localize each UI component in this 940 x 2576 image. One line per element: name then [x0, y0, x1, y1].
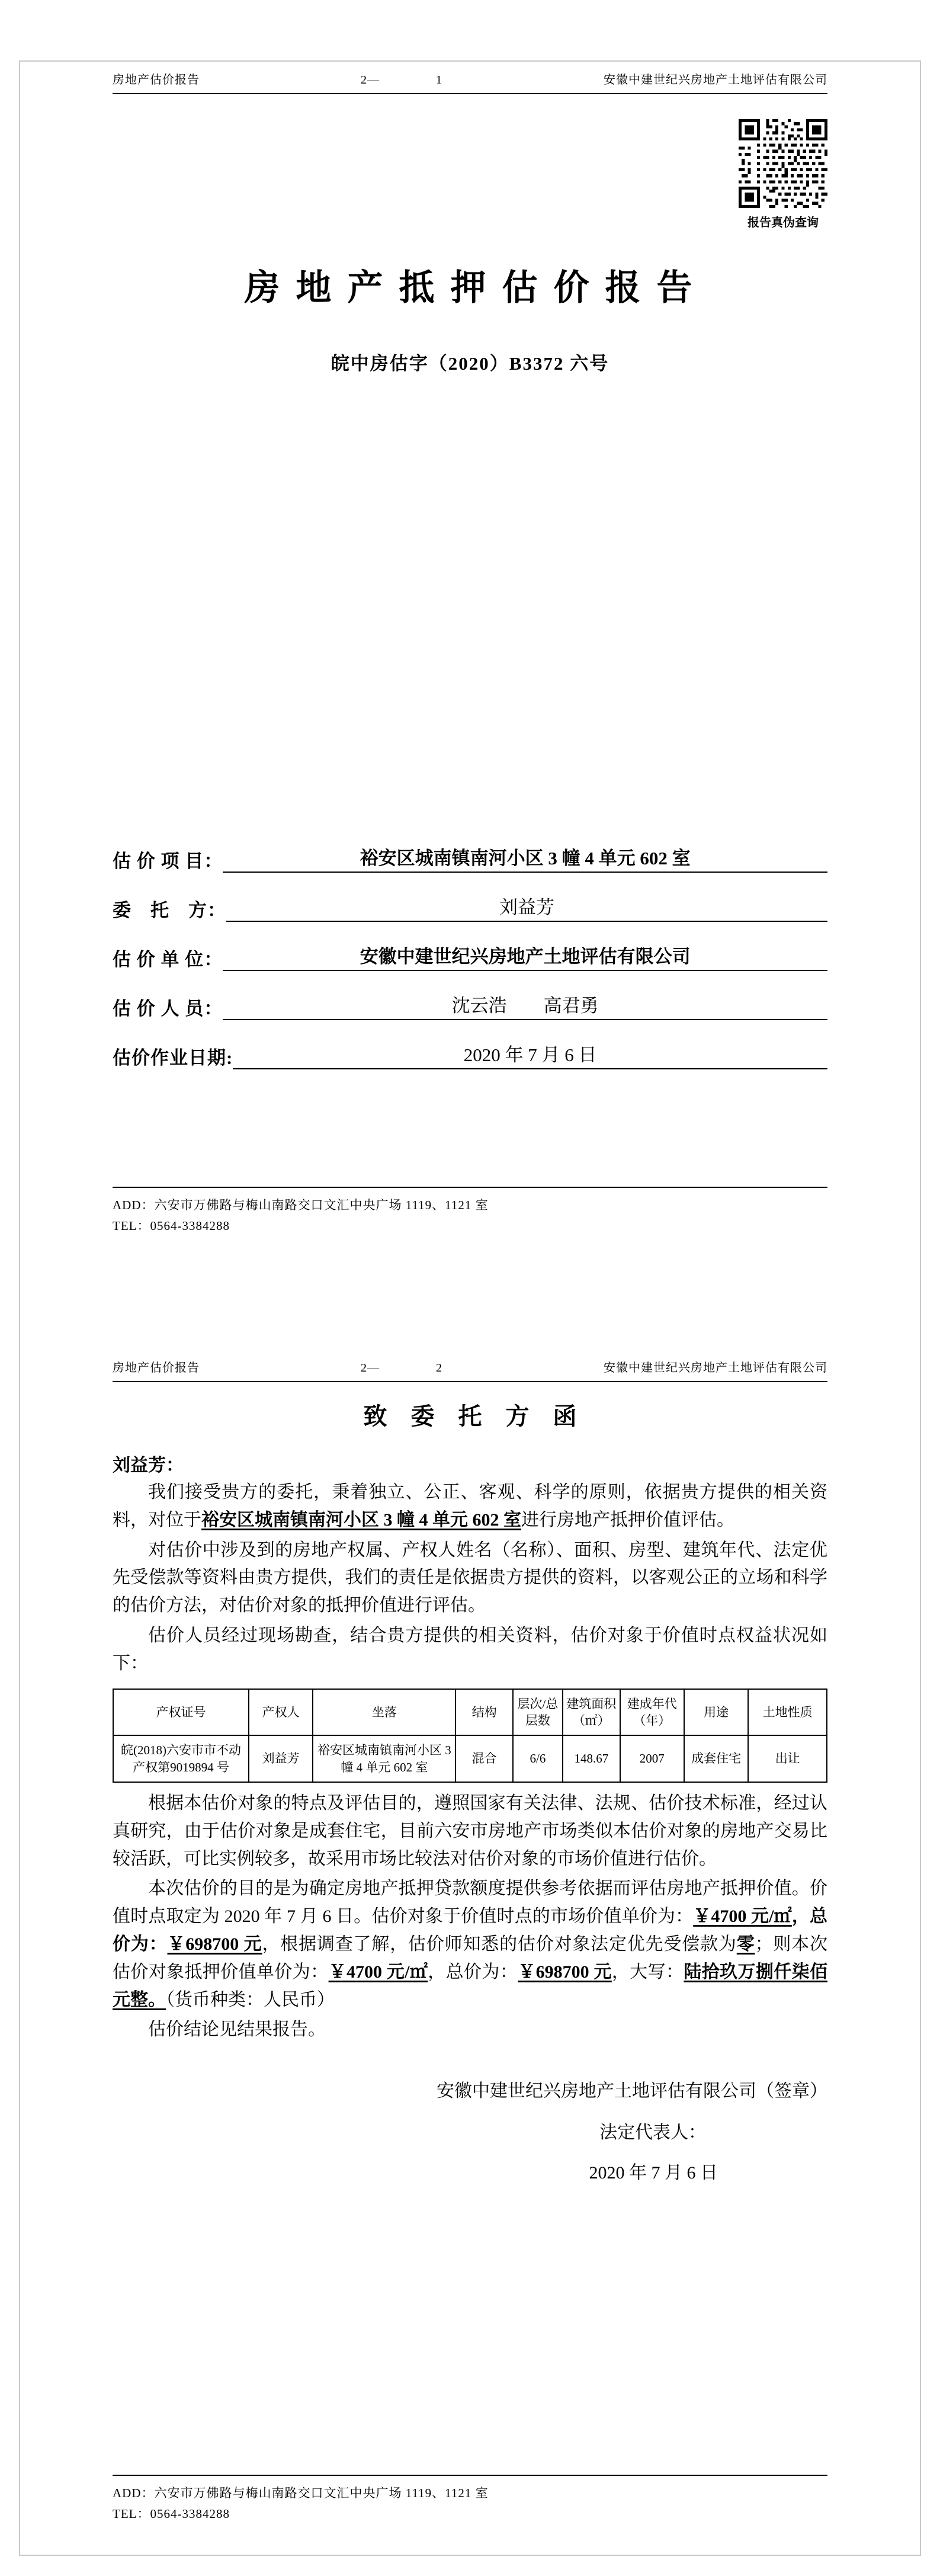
signature-block — [113, 2076, 827, 2184]
qr-caption: 报告真伪查询 — [747, 216, 819, 229]
col-header-year: 建成年代（年） — [620, 1689, 684, 1736]
header-page-number — [361, 73, 442, 87]
letter-title: 致 委 托 方 函 — [363, 1403, 577, 1430]
signature-company: 安徽中建世纪兴房地产土地评估有限公司（签章） — [437, 2081, 827, 2101]
header-company: 安徽中建世纪兴房地产土地评估有限公司 — [604, 1361, 827, 1374]
field-agency — [113, 941, 827, 971]
cover-form — [113, 843, 827, 1069]
property-address-highlight: 裕安区城南镇南河小区 3 幢 4 单元 602 室 — [201, 1510, 521, 1530]
col-header-location: 坐落 — [313, 1689, 455, 1736]
cell-floor: 6/6 — [513, 1735, 563, 1782]
paragraph-conclusion: 估价结论见结果报告。 — [148, 2020, 326, 2040]
salutation: 刘益芳： — [113, 1456, 184, 1475]
cell-year: 2007 — [620, 1735, 684, 1782]
field-work-date-label: 估价作业日期: — [113, 1047, 233, 1068]
table-header-row — [113, 1689, 827, 1736]
paragraph-text: 进行房地产抵押价值评估。 — [521, 1510, 734, 1530]
col-header-structure: 结构 — [455, 1689, 512, 1736]
footer-tel: TEL：0564-3384288 — [113, 2507, 230, 2521]
page-footer — [113, 1187, 827, 1237]
cell-cert-no: 皖(2018)六安市市不动产权第9019894 号 — [113, 1735, 249, 1782]
table-row — [113, 1735, 827, 1782]
header-doc-name: 房地产估价报告 — [113, 1361, 200, 1374]
report-title: 房 地 产 抵 押 估 价 报 告 — [244, 268, 696, 307]
field-client-label: 委 托 方： — [113, 900, 226, 921]
paragraph-valuation — [113, 1875, 827, 2014]
field-project-value: 裕安区城南镇南河小区 3 幢 4 单元 602 室 — [223, 843, 827, 873]
report-number: 皖中房估字（2020）B3372 六号 — [331, 353, 609, 374]
field-work-date — [113, 1040, 827, 1069]
field-agency-value: 安徽中建世纪兴房地产土地评估有限公司 — [223, 941, 827, 971]
amount-in-words: 陆拾玖万捌仟柒佰元整。 — [113, 1962, 828, 2010]
paragraph-text: （货币种类：人民币） — [166, 1989, 335, 2010]
field-agency-label: 估 价 单 位： — [113, 949, 223, 970]
header-page-prefix: 2— — [361, 1361, 380, 1374]
cell-structure: 混合 — [455, 1735, 512, 1782]
cell-use: 成套住宅 — [684, 1735, 748, 1782]
signature-legal-rep: 法定代表人： — [599, 2123, 706, 2143]
cell-area: 148.67 — [563, 1735, 620, 1782]
footer-tel: TEL：0564-3384288 — [113, 1219, 230, 1233]
paragraph-text: ，大写： — [611, 1962, 684, 1982]
paragraph-text: ；则本次估价对象抵押价值单价为： — [113, 1934, 828, 1982]
paragraph-text: 本次估价的目的是为确定房地产抵押贷款额度提供参考依据而评估房地产抵押价值。价值时点取定为 2020 年 7 月 6 日。估价对象于价值时点的市场价值单价为： — [113, 1879, 827, 1927]
header-doc-name: 房地产估价报告 — [113, 73, 200, 86]
paragraph-text: ，总价为： — [113, 1907, 827, 1954]
header-page-prefix: 2— — [361, 73, 380, 86]
paragraph-intro — [113, 1479, 827, 1534]
footer-address: ADD：六安市万佛路与梅山南路交口文汇中央广场 1119、1121 室 — [113, 1197, 489, 1212]
page-header — [113, 70, 827, 94]
total-price-value: ￥698700 元 — [167, 1934, 262, 1954]
col-header-land: 土地性质 — [748, 1689, 827, 1736]
field-client-value: 刘益芳 — [226, 892, 827, 922]
letter-page-2 — [0, 1288, 940, 2576]
paragraph-responsibility: 对估价中涉及到的房地产权属、产权人姓名（名称）、面积、房型、建筑年代、法定优先受偿款等资料由贵方提供，我们的责任是依据贵方提供的资料，以客观公正的立场和科学的估价方法，对估价对象的抵押价值进行评估。 — [113, 1540, 827, 1616]
col-header-cert-no: 产权证号 — [113, 1689, 249, 1736]
field-appraisers — [113, 991, 827, 1020]
cell-land: 出让 — [748, 1735, 827, 1782]
rights-table — [113, 1689, 827, 1783]
field-client — [113, 892, 827, 922]
header-page-num: 2 — [436, 1361, 442, 1374]
qr-code-icon — [739, 119, 827, 208]
qr-block — [113, 119, 827, 230]
signature-date: 2020 年 7 月 6 日 — [589, 2163, 718, 2183]
field-appraisers-value: 沈云浩 高君勇 — [223, 991, 827, 1020]
footer-address: ADD：六安市万佛路与梅山南路交口文汇中央广场 1119、1121 室 — [113, 2485, 489, 2500]
unit-price-value: ￥4700 元/㎡ — [693, 1907, 792, 1927]
mortgage-total-price-value: ￥698700 元 — [518, 1962, 612, 1982]
page-footer — [113, 2475, 827, 2525]
col-header-owner: 产权人 — [249, 1689, 313, 1736]
header-page-num: 1 — [436, 73, 442, 86]
col-header-floor: 层次/总层数 — [513, 1689, 563, 1736]
col-header-area: 建筑面积（㎡） — [563, 1689, 620, 1736]
paragraph-text: ，根据调查了解，估价师知悉的估价对象法定优先受偿款为 — [262, 1934, 737, 1954]
field-project-label: 估 价 项 目： — [113, 851, 223, 872]
page-header — [113, 1358, 827, 1382]
col-header-use: 用途 — [684, 1689, 748, 1736]
priority-payment-value: 零 — [736, 1934, 755, 1954]
paragraph-method: 根据本估价对象的特点及评估目的，遵照国家有关法律、法规、估价技术标准，经过认真研究，由于估价对象是成套住宅，目前六安市房地产市场类似本估价对象的房地产交易比较活跃，可比实例较多，故采用市场比较法对估价对象的市场价值进行估价。 — [113, 1793, 827, 1869]
header-company: 安徽中建世纪兴房地产土地评估有限公司 — [604, 73, 827, 86]
field-appraisers-label: 估 价 人 员： — [113, 998, 223, 1019]
field-project — [113, 843, 827, 873]
paragraph-survey: 估价人员经过现场勘查，结合贵方提供的相关资料，估价对象于价值时点权益状况如下： — [113, 1625, 827, 1673]
mortgage-unit-price-value: ￥4700 元/㎡ — [328, 1962, 428, 1982]
paragraph-text: ，总价为： — [428, 1962, 518, 1982]
cell-location: 裕安区城南镇南河小区 3 幢 4 单元 602 室 — [313, 1735, 455, 1782]
cell-owner: 刘益芳 — [249, 1735, 313, 1782]
field-work-date-value: 2020 年 7 月 6 日 — [233, 1040, 827, 1069]
header-page-number — [361, 1361, 442, 1375]
paragraph-text: 我们接受贵方的委托，秉着独立、公正、客观、科学的原则，依据贵方提供的相关资料，对位于 — [113, 1482, 827, 1530]
